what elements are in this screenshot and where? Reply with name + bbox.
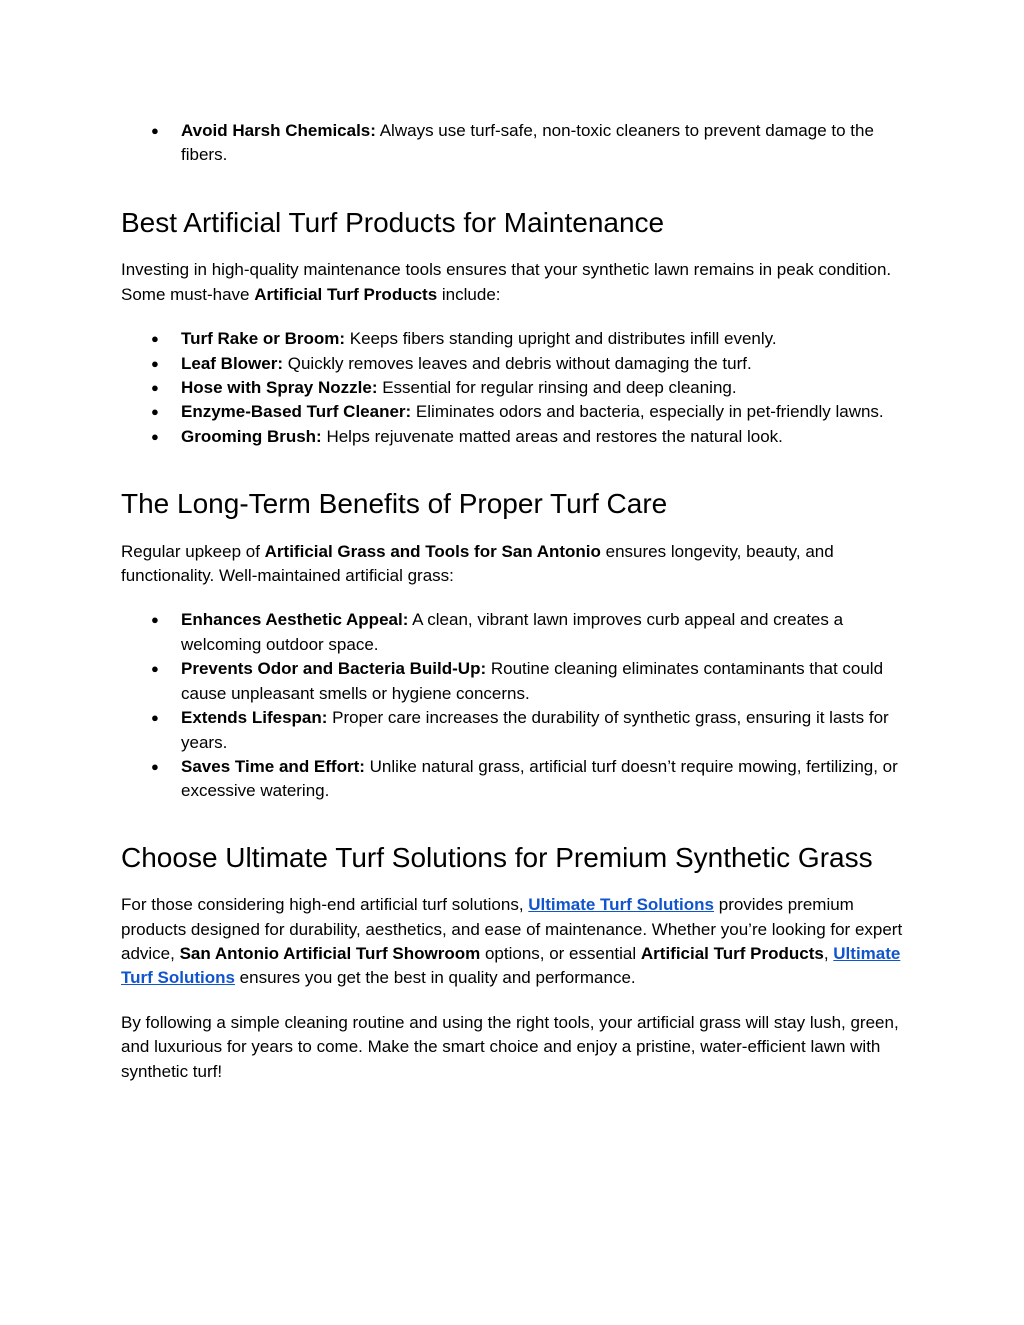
list-item: [121, 352, 906, 376]
bullet-dot-icon: ●: [151, 379, 159, 395]
closing-paragraph: By following a simple cleaning routine and using the right tools, your artificial grass will stay lush, green, and luxurious for years to come. Make the smart choice and enjoy a pristine, water-efficient lawn with synthetic turf!: [121, 1012, 899, 1081]
bullet-dot-icon: ●: [151, 331, 159, 347]
list-item-bold: Prevents Odor and Bacteria Build-Up:: [181, 659, 487, 679]
list-item-text: Unlike natural grass, artificial turf doesn’t require mowing, fertilizing, or excessive watering.: [181, 756, 898, 801]
list-item-text: Routine cleaning eliminates contaminants that could cause unpleasant smells or hygiene concerns.: [181, 659, 884, 703]
list-item-bold: Avoid Harsh Chemicals:: [181, 121, 376, 140]
ultimate-turf-solutions-link-2[interactable]: Ultimate Turf Solutions: [121, 944, 901, 988]
bullet-dot-icon: ●: [151, 355, 159, 371]
bullet-dot-icon: ●: [151, 123, 159, 138]
section-heading-benefits: The Long-Term Benefits of Proper Turf Care: [121, 488, 668, 520]
benefits-paragraph-text: Regular upkeep of: [121, 541, 265, 561]
bullet-dot-icon: ●: [151, 661, 159, 677]
choose-bold-products: Artificial Turf Products: [640, 944, 824, 964]
bullet-dot-icon: ●: [151, 612, 159, 628]
products-paragraph-bold: Artificial Turf Products: [254, 284, 438, 304]
benefits-paragraph: [121, 540, 906, 589]
choose-text: provides premium products designed for durability, aesthetics, and ease of maintenance. Whether you’re looking for expert advice,: [121, 895, 903, 964]
list-item-bold: Grooming Brush:: [181, 426, 322, 446]
section-heading-choose: Choose Ultimate Turf Solutions for Premium Synthetic Grass: [121, 841, 873, 873]
products-paragraph-text: Investing in high-quality maintenance tools ensures that your synthetic lawn remains in peak condition. Some must-have: [121, 260, 892, 304]
benefits-paragraph-bold: Artificial Grass and Tools for San Antonio: [264, 541, 601, 561]
list-item-text: Quickly removes leaves and debris without damaging the turf.: [283, 353, 752, 373]
list-item-text: Eliminates odors and bacteria, especially in pet-friendly lawns.: [411, 402, 884, 422]
list-item-bold: Saves Time and Effort:: [181, 756, 365, 776]
products-list: [121, 327, 906, 449]
list-item-text: Keeps fibers standing upright and distributes infill evenly.: [345, 329, 777, 349]
bullet-dot-icon: ●: [151, 428, 159, 444]
list-item-bold: Turf Rake or Broom:: [181, 329, 346, 349]
document-page: [121, 119, 906, 1084]
list-item: [121, 400, 906, 424]
bullet-dot-icon: ●: [151, 758, 159, 774]
choose-paragraph: [121, 893, 906, 991]
benefits-paragraph-text-end: ensures longevity, beauty, and functionality. Well-maintained artificial grass:: [121, 541, 834, 586]
choose-bold-showroom: San Antonio Artificial Turf Showroom: [179, 944, 481, 964]
list-item-text: A clean, vibrant lawn improves curb appeal and creates a welcoming outdoor space.: [181, 610, 844, 654]
choose-text: ,: [823, 944, 834, 964]
list-item-bold: Enhances Aesthetic Appeal:: [181, 610, 409, 630]
list-item: [121, 376, 906, 400]
ultimate-turf-solutions-link[interactable]: Ultimate Turf Solutions: [528, 895, 715, 915]
bullet-dot-icon: ●: [151, 404, 159, 420]
list-item-bold: Leaf Blower:: [181, 353, 284, 373]
list-item-text: Always use turf-safe, non-toxic cleaners to prevent damage to the fibers.: [181, 121, 874, 165]
products-paragraph: [121, 258, 906, 307]
list-item: [121, 608, 906, 657]
list-item-text: Proper care increases the durability of synthetic grass, ensuring it lasts for years.: [181, 708, 889, 752]
section-heading-products: Best Artificial Turf Products for Maintenance: [121, 206, 665, 238]
benefits-list: [121, 608, 906, 803]
intro-list: [121, 119, 906, 168]
list-item: [121, 119, 906, 168]
choose-text: For those considering high-end artificial turf solutions,: [121, 895, 529, 915]
list-item-text: Helps rejuvenate matted areas and restores the natural look.: [321, 426, 783, 446]
products-paragraph-text-end: include:: [437, 284, 501, 304]
list-item: [121, 657, 906, 706]
list-item: [121, 327, 906, 351]
list-item-bold: Enzyme-Based Turf Cleaner:: [181, 402, 412, 422]
bullet-dot-icon: ●: [151, 710, 159, 726]
list-item: [121, 425, 906, 449]
choose-text: ensures you get the best in quality and performance.: [234, 968, 636, 988]
list-item-bold: Hose with Spray Nozzle:: [181, 377, 378, 397]
list-item: [121, 706, 906, 755]
list-item-text: Essential for regular rinsing and deep cleaning.: [377, 377, 737, 397]
list-item-bold: Extends Lifespan:: [181, 708, 328, 728]
list-item: [121, 755, 906, 804]
choose-text: options, or essential: [480, 944, 641, 964]
